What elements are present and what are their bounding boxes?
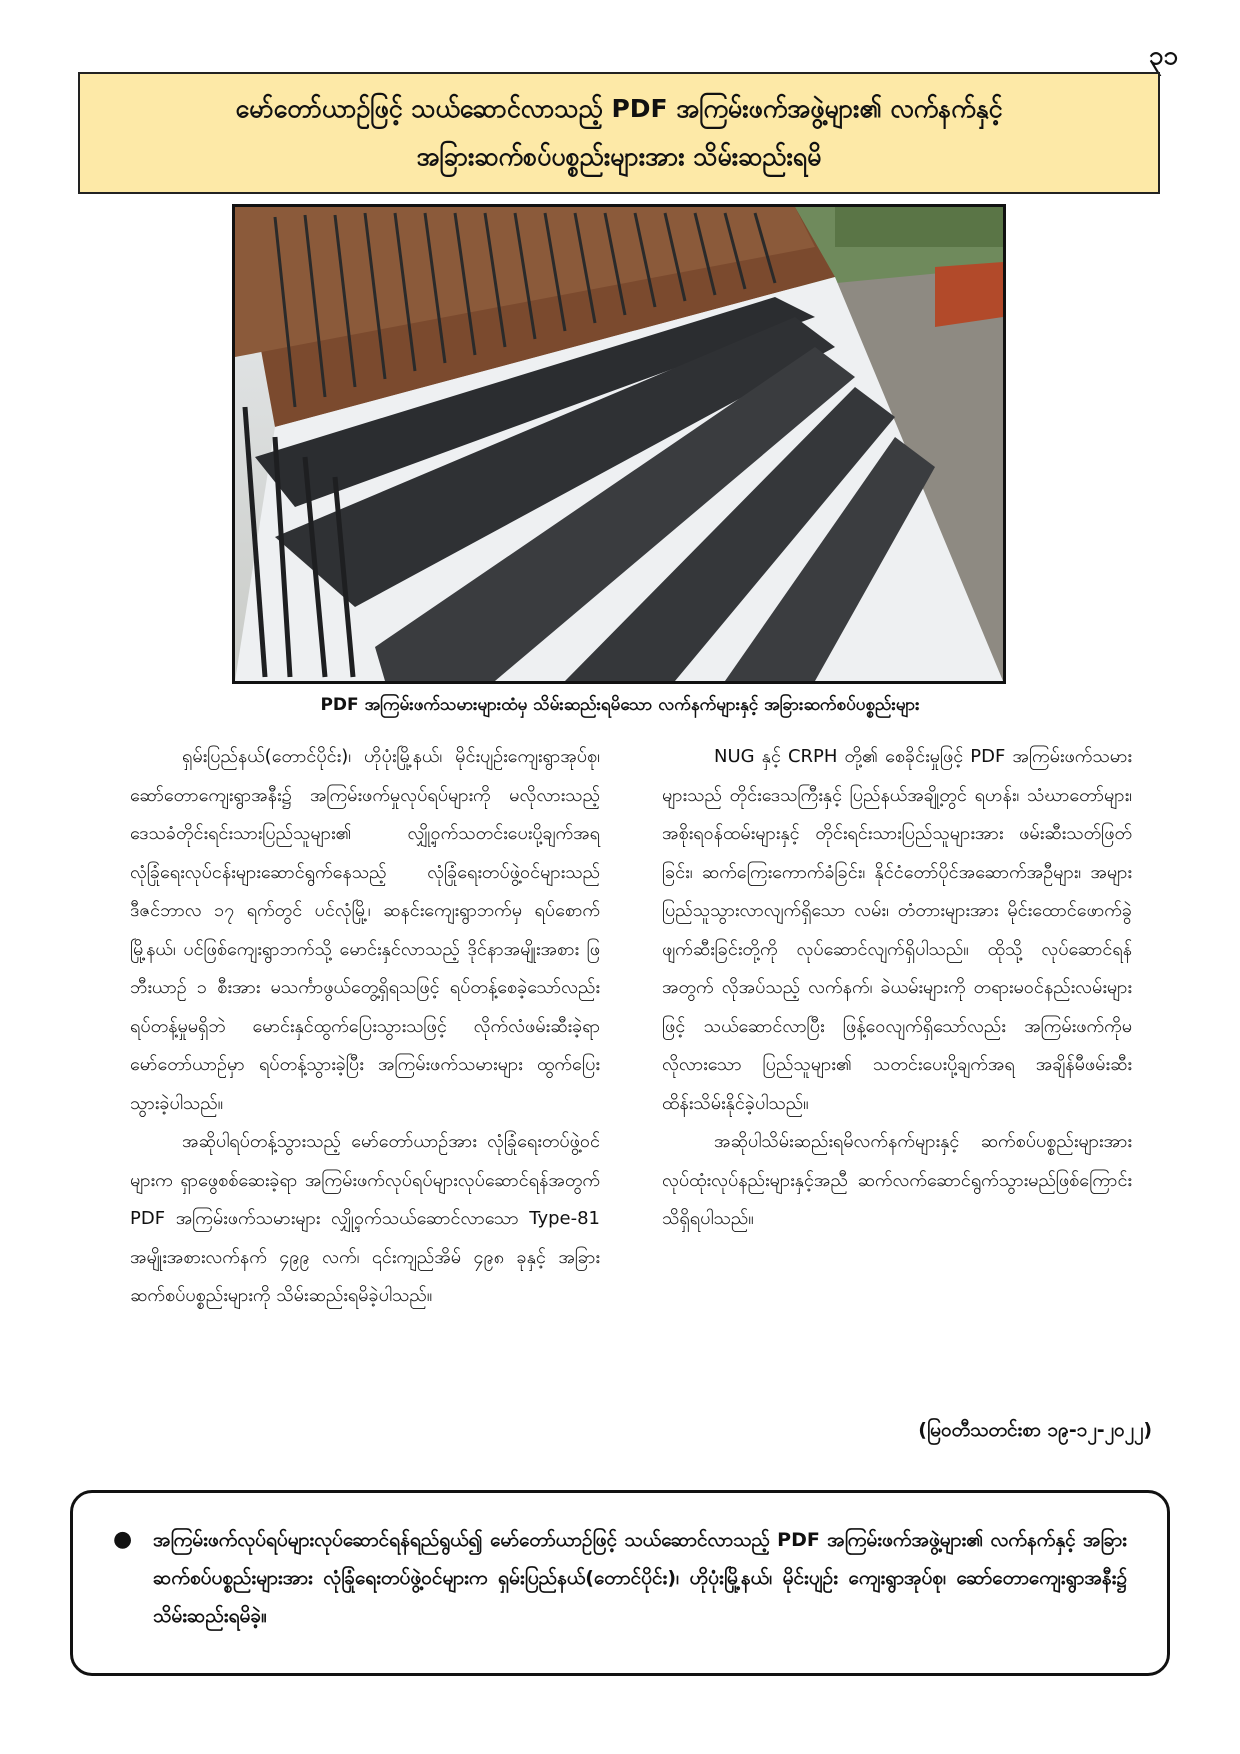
- article-left-column: [130, 738, 600, 1316]
- seized-weapons-photo: [232, 204, 1006, 684]
- headline-line-2: အခြားဆက်စပ်ပစ္စည်းများအား သိမ်းဆည်းရမိ: [416, 142, 822, 171]
- bullet-icon: ●: [113, 1527, 133, 1552]
- article-paragraph: NUG နှင့် CRPH တို့၏ စေခိုင်းမှုဖြင့် PDF အကြမ်းဖက်သမားများသည် တိုင်းဒေသကြီးနှင့် ပြည်နယ်အချို့တွင် ရဟန်း၊ သံဃာတော်များ၊ အစိုးရဝန်ထမ်းများနှင့် တိုင်းရင်းသားပြည်သူများအား ဖမ်းဆီးသတ်ဖြတ်ခြင်း၊ ဆက်ကြေးကောက်ခံခြင်း၊ နိုင်ငံတော်ပိုင်အဆောက်အဦများ၊ အများပြည်သူသွားလာလျက်ရှိသော လမ်း၊ တံတားများအား မိုင်းထောင်ဖောက်ခွဲဖျက်ဆီးခြင်းတို့ကို လုပ်ဆောင်လျက်ရှိပါသည်။ ထိုသို့ လုပ်ဆောင်ရန်အတွက် လိုအပ်သည့် လက်နက်၊ ခဲယမ်းများကို တရားမဝင်နည်းလမ်းများဖြင့် သယ်ဆောင်လာပြီး ဖြန့်ဝေလျက်ရှိသော်လည်း အကြမ်းဖက်ကိုမလိုလားသော ပြည်သူများ၏ သတင်းပေးပို့ချက်အရ အချိန်မီဖမ်းဆီး ထိန်းသိမ်းနိုင်ခဲ့ပါသည်။: [662, 746, 1132, 1114]
- article-paragraph: ရှမ်းပြည်နယ်(တောင်ပိုင်း)၊ ဟိုပုံးမြို့နယ်၊ မိုင်းပျဉ်းကျေးရွာအုပ်စု၊ ဆော်တောကျေးရွာအနီး၌ အကြမ်းဖက်မှုလုပ်ရပ်များကို မလိုလားသည့် ဒေသခံတိုင်းရင်းသားပြည်သူများ၏ လျှို့ဝှက်သတင်းပေးပို့ချက်အရ လုံခြုံရေးလုပ်ငန်းများဆောင်ရွက်နေသည့် လုံခြုံရေးတပ်ဖွဲ့ဝင်များသည် ဒီဇင်ဘာလ ၁၇ ရက်တွင် ပင်လုံမြို့၊ ဆနင်းကျေးရွာဘက်မှ ရပ်စောက်မြို့နယ်၊ ပင်ဖြစ်ကျေးရွာဘက်သို့ မောင်းနှင်လာသည့် ဒိုင်နာအမျိုးအစား ဖြ ဘီးယာဉ် ၁ စီးအား မသင်္ကာဖွယ်တွေ့ရှိရသဖြင့် ရပ်တန့်စေခဲ့သော်လည်း ရပ်တန့်မှုမရှိဘဲ မောင်းနှင်ထွက်ပြေးသွားသဖြင့် လိုက်လံဖမ်းဆီးခဲ့ရာ မော်တော်ယာဉ်မှာ ရပ်တန့်သွားခဲ့ပြီး အကြမ်းဖက်သမားများ ထွက်ပြေးသွားခဲ့ပါသည်။: [130, 746, 600, 1114]
- summary-item: [113, 1521, 1127, 1635]
- headline-line-1: မော်တော်ယာဉ်ဖြင့် သယ်ဆောင်လာသည့် PDF အကြမ်းဖက်အဖွဲ့များ၏ လက်နက်နှင့်: [235, 94, 1003, 123]
- summary-box: [70, 1490, 1170, 1676]
- seized-weapons-illustration: [235, 207, 1003, 681]
- news-source: (မြဝတီသတင်းစာ ၁၉-၁၂-၂၀၂၂): [918, 1419, 1152, 1441]
- photo-caption: PDF အကြမ်းဖက်သမားများထံမှ သိမ်းဆည်းရမိသော လက်နက်များနှင့် အခြားဆက်စပ်ပစ္စည်းများ: [320, 695, 920, 715]
- summary-text: အကြမ်းဖက်လုပ်ရပ်များလုပ်ဆောင်ရန်ရည်ရွယ်၍ မော်တော်ယာဉ်ဖြင့် သယ်ဆောင်လာသည့် PDF အကြမ်းဖက်အဖွဲ့များ၏ လက်နက်နှင့် အခြားဆက်စပ်ပစ္စည်းများအား လုံခြုံရေးတပ်ဖွဲ့ဝင်များက ရှမ်းပြည်နယ်(တောင်ပိုင်း)၊ ဟိုပုံးမြို့နယ်၊ မိုင်းပျဉ်း ကျေးရွာအုပ်စု၊ ဆော်တောကျေးရွာအနီး၌ သိမ်းဆည်းရမိခဲ့။: [153, 1529, 1127, 1627]
- article-paragraph: အဆိုပါသိမ်းဆည်းရမိလက်နက်များနှင့် ဆက်စပ်ပစ္စည်းများအား လုပ်ထုံးလုပ်နည်းများနှင့်အညီ ဆက်လက်ဆောင်ရွက်သွားမည်ဖြစ်ကြောင်း သိရှိရပါသည်။: [662, 1131, 1132, 1229]
- red-wall: [935, 262, 1003, 327]
- article-paragraph: အဆိုပါရပ်တန့်သွားသည့် မော်တော်ယာဉ်အား လုံခြုံရေးတပ်ဖွဲ့ဝင်များက ရှာဖွေစစ်ဆေးခဲ့ရာ အကြမ်းဖက်လုပ်ရပ်များလုပ်ဆောင်ရန်အတွက် PDF အကြမ်းဖက်သမားများ လျှို့ဝှက်သယ်ဆောင်လာသော Type-81 အမျိုးအစားလက်နက် ၄၉၉ လက်၊ ၎င်းကျည်အိမ် ၄၉၈ ခုနှင့် အခြားဆက်စပ်ပစ္စည်းများကို သိမ်းဆည်းရမိခဲ့ပါသည်။: [130, 1131, 600, 1306]
- article-right-column: [662, 738, 1132, 1239]
- page-number: ၃၁: [1148, 41, 1178, 71]
- headline-box: [78, 72, 1160, 194]
